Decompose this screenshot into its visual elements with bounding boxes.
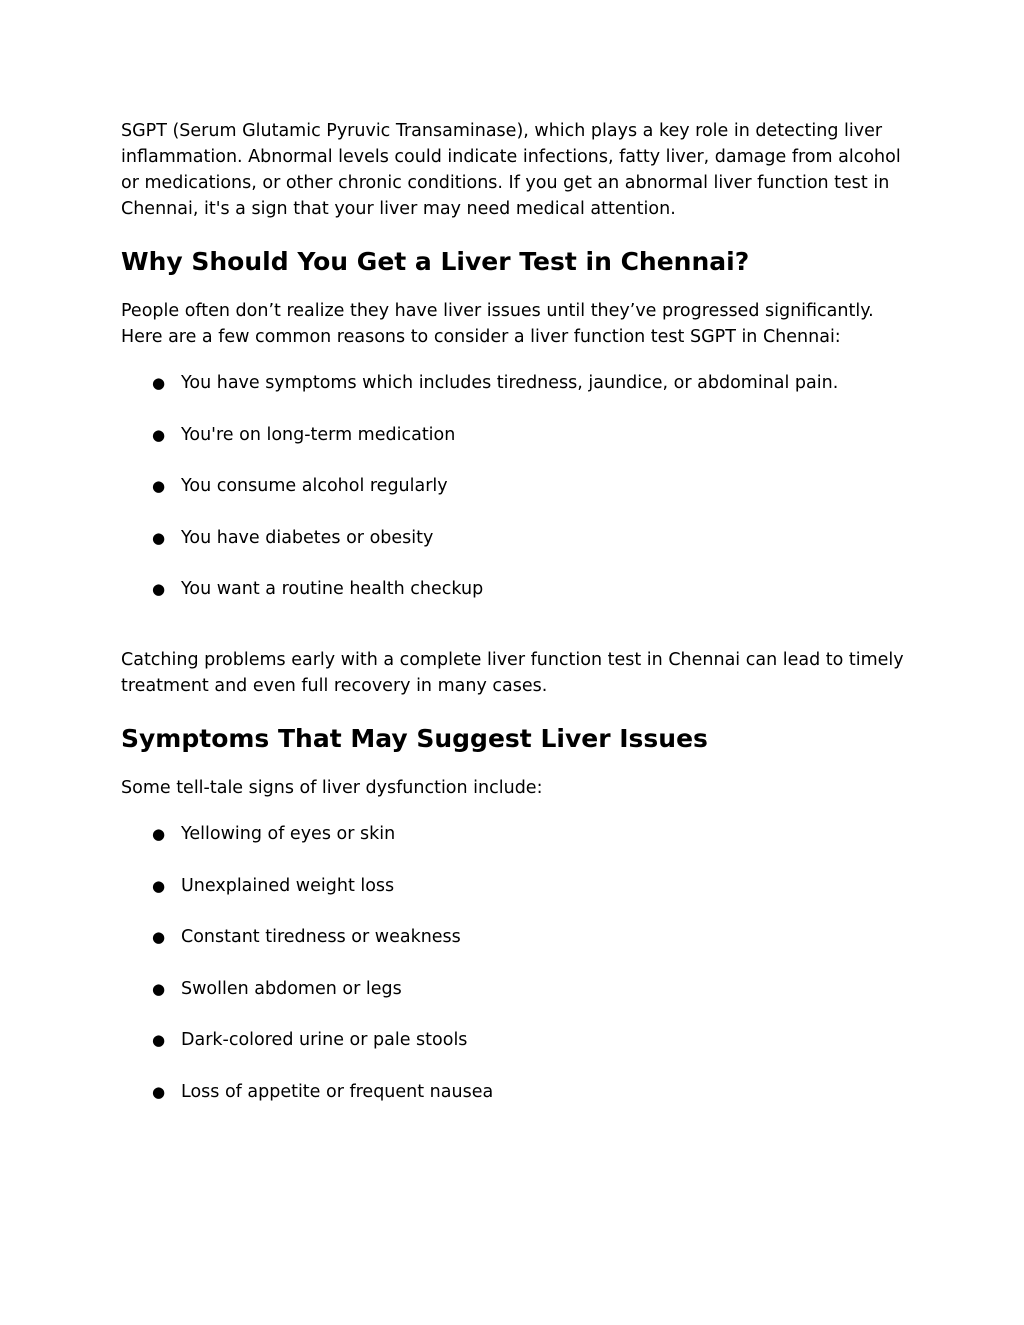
list-item xyxy=(121,422,911,448)
list-item-text: You consume alcohol regularly xyxy=(181,476,448,496)
early-detection-paragraph: Catching problems early with a complete liver function test in Chennai can lead to timely treatment and even full recovery in many cases. xyxy=(121,650,904,696)
list-item xyxy=(121,473,911,499)
list-item-text: You're on long-term medication xyxy=(181,424,456,445)
section-heading-why-test: Why Should You Get a Liver Test in Chennai? xyxy=(121,247,750,276)
why-test-paragraph: People often don’t realize they have liver issues until they’ve progressed significantly. Here are a few common reasons to consider a liver function test SGPT in Chennai: xyxy=(121,301,874,347)
list-item xyxy=(121,873,911,899)
intro-paragraph: SGPT (Serum Glutamic Pyruvic Transaminase), which plays a key role in detecting liver inflammation. Abnormal levels could indicate infections, fatty liver, damage from alcohol or medications, or other chronic conditions. If you get an abnormal liver function test in Chennai, it's a sign that your liver may need medical attention. xyxy=(121,121,901,219)
bullet-icon: ● xyxy=(152,580,166,598)
symptoms-list xyxy=(121,821,911,1105)
bullet-icon: ● xyxy=(152,1031,166,1049)
list-item xyxy=(121,525,911,551)
list-item xyxy=(121,924,911,950)
list-item xyxy=(121,821,911,847)
list-item-text: You have diabetes or obesity xyxy=(181,527,434,548)
bullet-icon: ● xyxy=(152,1082,166,1101)
list-item-text: Constant tiredness or weakness xyxy=(181,927,461,947)
list-item-text: Loss of appetite or frequent nausea xyxy=(181,1081,494,1102)
list-item-text: You have symptoms which includes tiredness, jaundice, or abdominal pain. xyxy=(181,373,839,393)
list-item xyxy=(121,1027,911,1053)
list-item xyxy=(121,1079,911,1105)
symptoms-intro-paragraph: Some tell-tale signs of liver dysfunction include: xyxy=(121,778,543,798)
list-item xyxy=(121,576,911,602)
list-item-text: Dark-colored urine or pale stools xyxy=(181,1030,468,1050)
document-page xyxy=(121,118,911,1105)
list-item-text: Yellowing of eyes or skin xyxy=(181,824,396,844)
list-item xyxy=(121,976,911,1002)
bullet-icon: ● xyxy=(152,825,166,843)
bullet-icon: ● xyxy=(152,528,166,547)
reasons-list xyxy=(121,370,911,602)
bullet-icon: ● xyxy=(152,928,166,946)
section-heading-symptoms: Symptoms That May Suggest Liver Issues xyxy=(121,724,708,753)
list-item xyxy=(121,370,911,396)
bullet-icon: ● xyxy=(152,979,166,998)
list-item-text: Unexplained weight loss xyxy=(181,875,395,896)
bullet-icon: ● xyxy=(152,374,166,392)
bullet-icon: ● xyxy=(152,477,166,495)
list-item-text: Swollen abdomen or legs xyxy=(181,978,402,999)
bullet-icon: ● xyxy=(152,876,166,895)
list-item-text: You want a routine health checkup xyxy=(181,579,484,599)
bullet-icon: ● xyxy=(152,425,166,444)
